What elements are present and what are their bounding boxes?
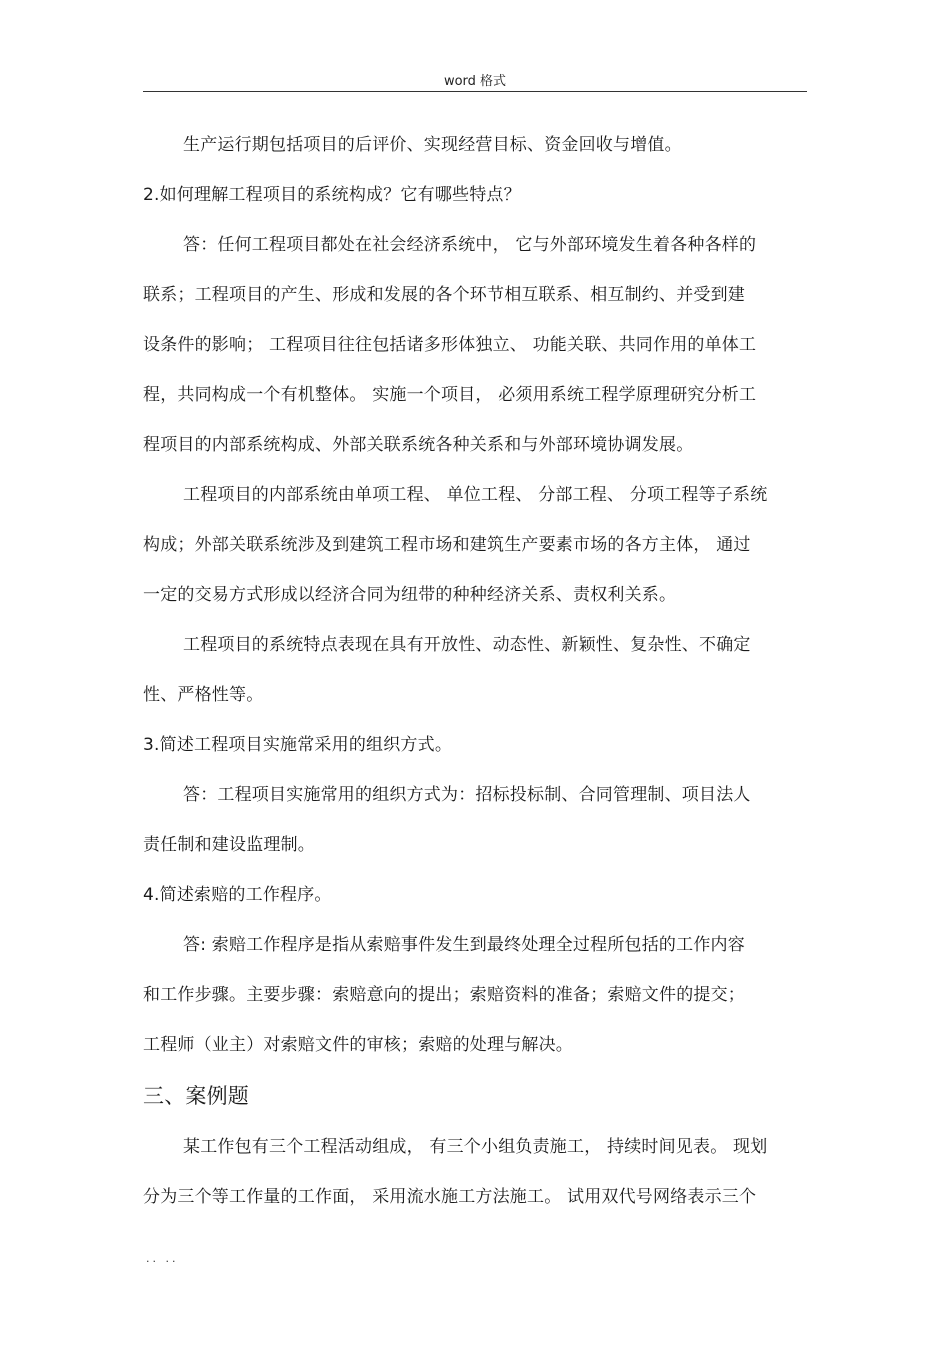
paragraph-line: 答：任何工程项目都处在社会经济系统中， 它与外部环境发生着各种各样的 bbox=[183, 235, 757, 255]
paragraph-line: 和工作步骤。主要步骤：索赔意向的提出；索赔资料的准备；索赔文件的提交； bbox=[143, 985, 745, 1005]
paragraph-line: 工程项目的系统特点表现在具有开放性、动态性、新颖性、复杂性、不确定 bbox=[183, 635, 751, 655]
paragraph-line: 程项目的内部系统构成、外部关联系统各种关系和与外部环境协调发展。 bbox=[143, 435, 694, 455]
paragraph-line: 设条件的影响； 工程项目往往包括诸多形体独立、 功能关联、共同作用的单体工 bbox=[143, 335, 757, 355]
paragraph-line: 工程师（业主）对索赔文件的审核；索赔的处理与解决。 bbox=[143, 1035, 573, 1055]
page-header: word 格式 bbox=[443, 74, 507, 89]
paragraph-line: 构成；外部关联系统涉及到建筑工程市场和建筑生产要素市场的各方主体， 通过 bbox=[143, 535, 751, 555]
paragraph-line: 性、严格性等。 bbox=[143, 685, 264, 705]
paragraph-line: 责任制和建设监理制。 bbox=[143, 835, 315, 855]
case-paragraph-line: 某工作包有三个工程活动组成， 有三个小组负责施工， 持续时间见表。 现划 bbox=[183, 1137, 768, 1157]
paragraph-line: 程，共同构成一个有机整体。 实施一个项目， 必须用系统工程学原理研究分析工 bbox=[143, 385, 757, 405]
header-divider bbox=[143, 91, 807, 92]
paragraph-line: 答: 索赔工作程序是指从索赔事件发生到最终处理全过程所包括的工作内容 bbox=[183, 935, 745, 955]
question-3: 3.简述工程项目实施常采用的组织方式。 bbox=[143, 735, 453, 755]
paragraph-line: 生产运行期包括项目的后评价、实现经营目标、资金回收与增值。 bbox=[183, 135, 682, 155]
case-paragraph-line: 分为三个等工作量的工作面， 采用流水施工方法施工。 试用双代号网络表示三个 bbox=[143, 1187, 757, 1207]
paragraph-line: 一定的交易方式形成以经济合同为纽带的种种经济关系、责权利关系。 bbox=[143, 585, 677, 605]
question-4: 4.简述索赔的工作程序。 bbox=[143, 885, 332, 905]
question-2: 2.如何理解工程项目的系统构成？它有哪些特点？ bbox=[143, 185, 521, 205]
paragraph-line: 答：工程项目实施常用的组织方式为：招标投标制、合同管理制、项目法人 bbox=[183, 785, 751, 805]
section-heading: 三、案例题 bbox=[143, 1084, 249, 1108]
paragraph-line: 联系；工程项目的产生、形成和发展的各个环节相互联系、相互制约、并受到建 bbox=[143, 285, 745, 305]
page-footer: .. .. bbox=[146, 1252, 179, 1265]
paragraph-line: 工程项目的内部系统由单项工程、 单位工程、 分部工程、 分项工程等子系统 bbox=[183, 485, 768, 505]
document-body bbox=[143, 120, 808, 1222]
